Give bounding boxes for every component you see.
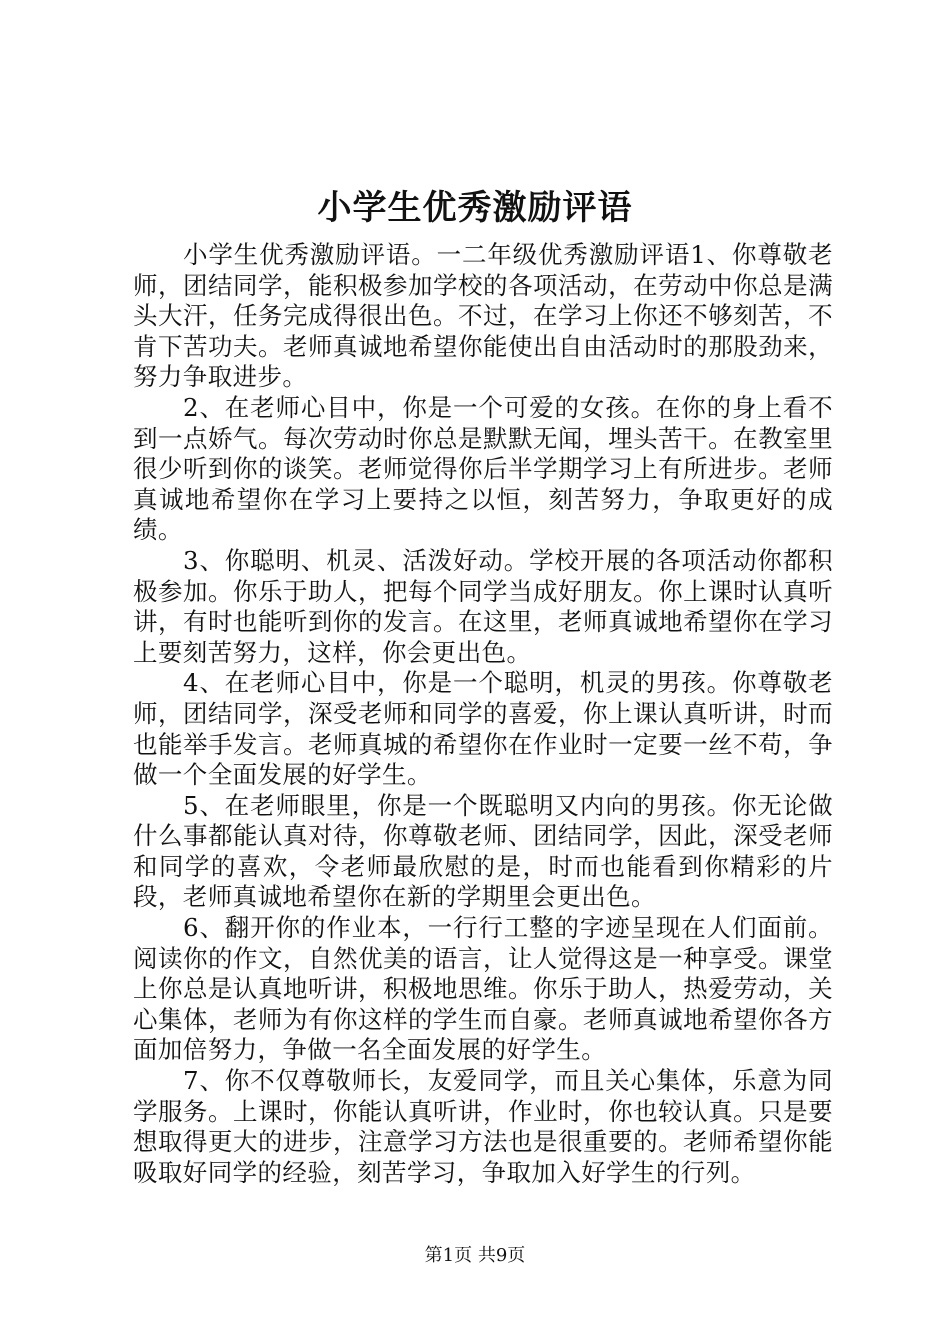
paragraph-7: 7、你不仅尊敬师长，友爱同学，而且关心集体，乐意为同学服务。上课时，你能认真听讲，作业时，你也较认真。只是要想取得更大的进步，注意学习方法也是很重要的。老师希望你能吸取好同学的经验，刻苦学习，争取加入好学生的行列。: [133, 1066, 833, 1187]
paragraph-3: 3、你聪明、机灵、活泼好动。学校开展的各项活动你都积极参加。你乐于助人，把每个同学当成好朋友。你上课时认真听讲，有时也能听到你的发言。在这里，老师真诚地希望你在学习上要刻苦努力，这样，你会更出色。: [133, 545, 833, 667]
paragraph-2: 2、在老师心目中，你是一个可爱的女孩。在你的身上看不到一点娇气。每次劳动时你总是默默无闻，埋头苦干。在教室里很少听到你的谈笑。老师觉得你后半学期学习上有所进步。老师真诚地希望你在学习上要持之以恒，刻苦努力，争取更好的成绩。: [133, 392, 833, 545]
document-title: 小学生优秀激励评语: [317, 188, 633, 228]
paragraph-intro: 小学生优秀激励评语。一二年级优秀激励评语1、你尊敬老师，团结同学，能积极参加学校的各项活动，在劳动中你总是满头大汗，任务完成得很出色。不过，在学习上你还不够刻苦，不肯下苦功夫。老师真诚地希望你能使出自由活动时的那股劲来，努力争取进步。: [133, 240, 833, 392]
document-body: [133, 240, 833, 1188]
paragraph-5: 5、在老师眼里，你是一个既聪明又内向的男孩。你无论做什么事都能认真对待，你尊敬老师、团结同学，因此，深受老师和同学的喜欢，令老师最欣慰的是，时而也能看到你精彩的片段，老师真诚地希望你在新的学期里会更出色。: [133, 790, 833, 912]
page-number-footer: 第1页 共9页: [424, 1245, 526, 1266]
paragraph-6: 6、翻开你的作业本，一行行工整的字迹呈现在人们面前。阅读你的作文，自然优美的语言，让人觉得这是一种享受。课堂上你总是认真地听讲，积极地思维。你乐于助人，热爱劳动，关心集体，老师为有你这样的学生而自豪。老师真诚地希望你各方面加倍努力，争做一名全面发展的好学生。: [133, 913, 833, 1065]
paragraph-4: 4、在老师心目中，你是一个聪明，机灵的男孩。你尊敬老师，团结同学，深受老师和同学的喜爱，你上课认真听讲，时而也能举手发言。老师真城的希望你在作业时一定要一丝不苟，争做一个全面发展的好学生。: [133, 668, 833, 790]
